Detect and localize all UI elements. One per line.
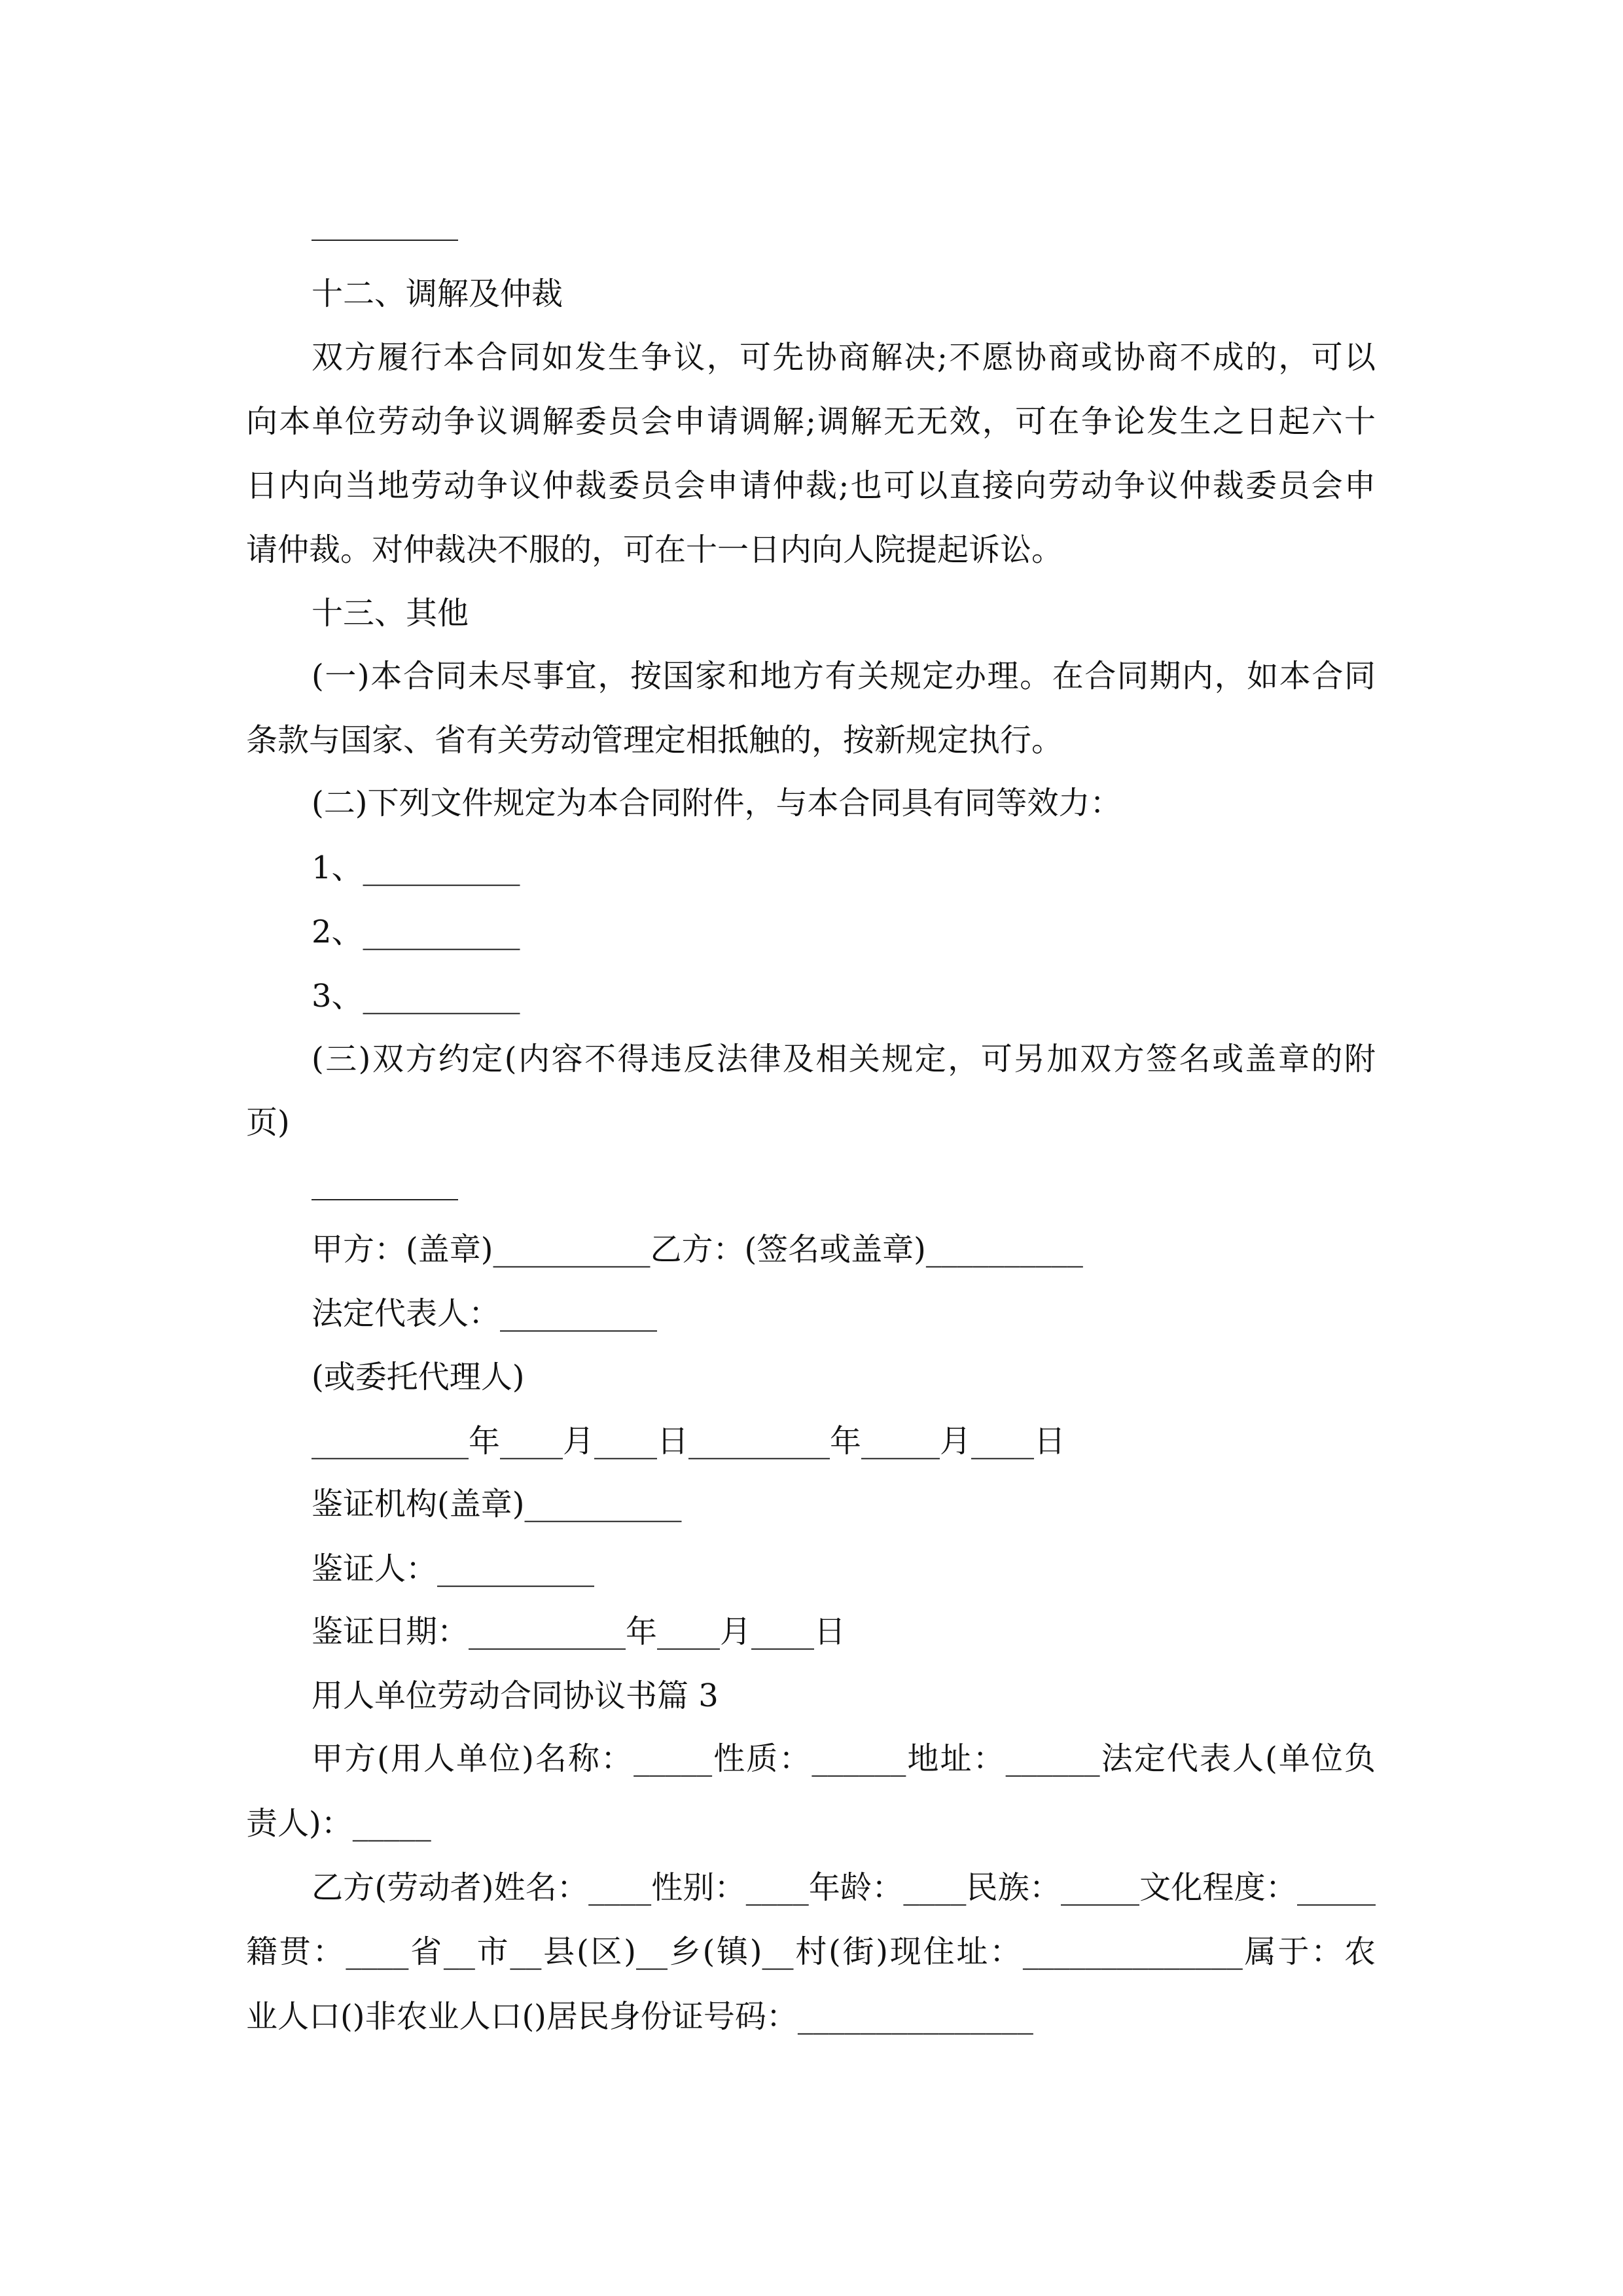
section-12-paragraph: 日内向当地劳动争议仲裁委员会申请仲裁;也可以直接向劳动争议仲裁委员会申: [246, 467, 1376, 504]
section-13-heading: 十三、其他: [312, 595, 469, 632]
party-a-info: 责人)：_____: [246, 1805, 431, 1842]
section-12-paragraph: 双方履行本合同如发生争议，可先协商解决;不愿协商或协商不成的，可以: [312, 339, 1376, 376]
clause-2: (二)下列文件规定为本合同附件，与本合同具有同等效力：: [312, 785, 1122, 821]
party-b-info: 业人口()非农业人口()居民身份证号码：_______________: [246, 1998, 1033, 2035]
clause-3: 页): [246, 1104, 290, 1141]
signature-dates: __________年____月____日_________年_____月____日: [312, 1423, 1066, 1460]
verification-date: 鉴证日期：__________年____月____日: [312, 1613, 846, 1650]
blank-line: [312, 1199, 458, 1200]
clause-3: (三)双方约定(内容不得违反法律及相关规定，可另加双方签名或盖章的附: [312, 1041, 1376, 1077]
attachment-item-3: 3、__________: [312, 978, 520, 1014]
section-12-paragraph: 请仲裁。对仲裁决不服的，可在十一日内向人院提起诉讼。: [246, 531, 1063, 568]
verification-org: 鉴证机构(盖章)__________: [312, 1486, 682, 1522]
blank-line-top: [312, 240, 458, 241]
party-b-info: 乙方(劳动者)姓名：____性别：____年龄：____民族：_____文化程度：_____: [312, 1869, 1376, 1906]
section-12-heading: 十二、调解及仲裁: [312, 276, 563, 312]
party-a-info: 甲方(用人单位)名称：_____性质：______地址：______法定代表人(单位负: [312, 1740, 1376, 1777]
verifier: 鉴证人：__________: [312, 1551, 595, 1587]
part-3-title: 用人单位劳动合同协议书篇 3: [312, 1677, 719, 1714]
section-12-paragraph: 向本单位劳动争议调解委员会申请调解;调解无无效，可在争论发生之日起六十: [246, 403, 1376, 440]
clause-1: 条款与国家、省有关劳动管理定相抵触的，按新规定执行。: [246, 722, 1063, 759]
party-b-info: 籍贯：____省__市__县(区)__乡(镇)__村(街)现住址：______________属于：农: [246, 1933, 1376, 1970]
attachment-item-1: 1、__________: [312, 850, 520, 886]
clause-1: (一)本合同未尽事宜，按国家和地方有关规定办理。在合同期内，如本合同: [312, 658, 1376, 694]
attachment-item-2: 2、__________: [312, 914, 520, 950]
legal-representative: 法定代表人：__________: [312, 1295, 658, 1332]
authorized-agent: (或委托代理人): [312, 1359, 525, 1395]
signature-parties: 甲方：(盖章)__________乙方：(签名或盖章)__________: [312, 1231, 1083, 1268]
